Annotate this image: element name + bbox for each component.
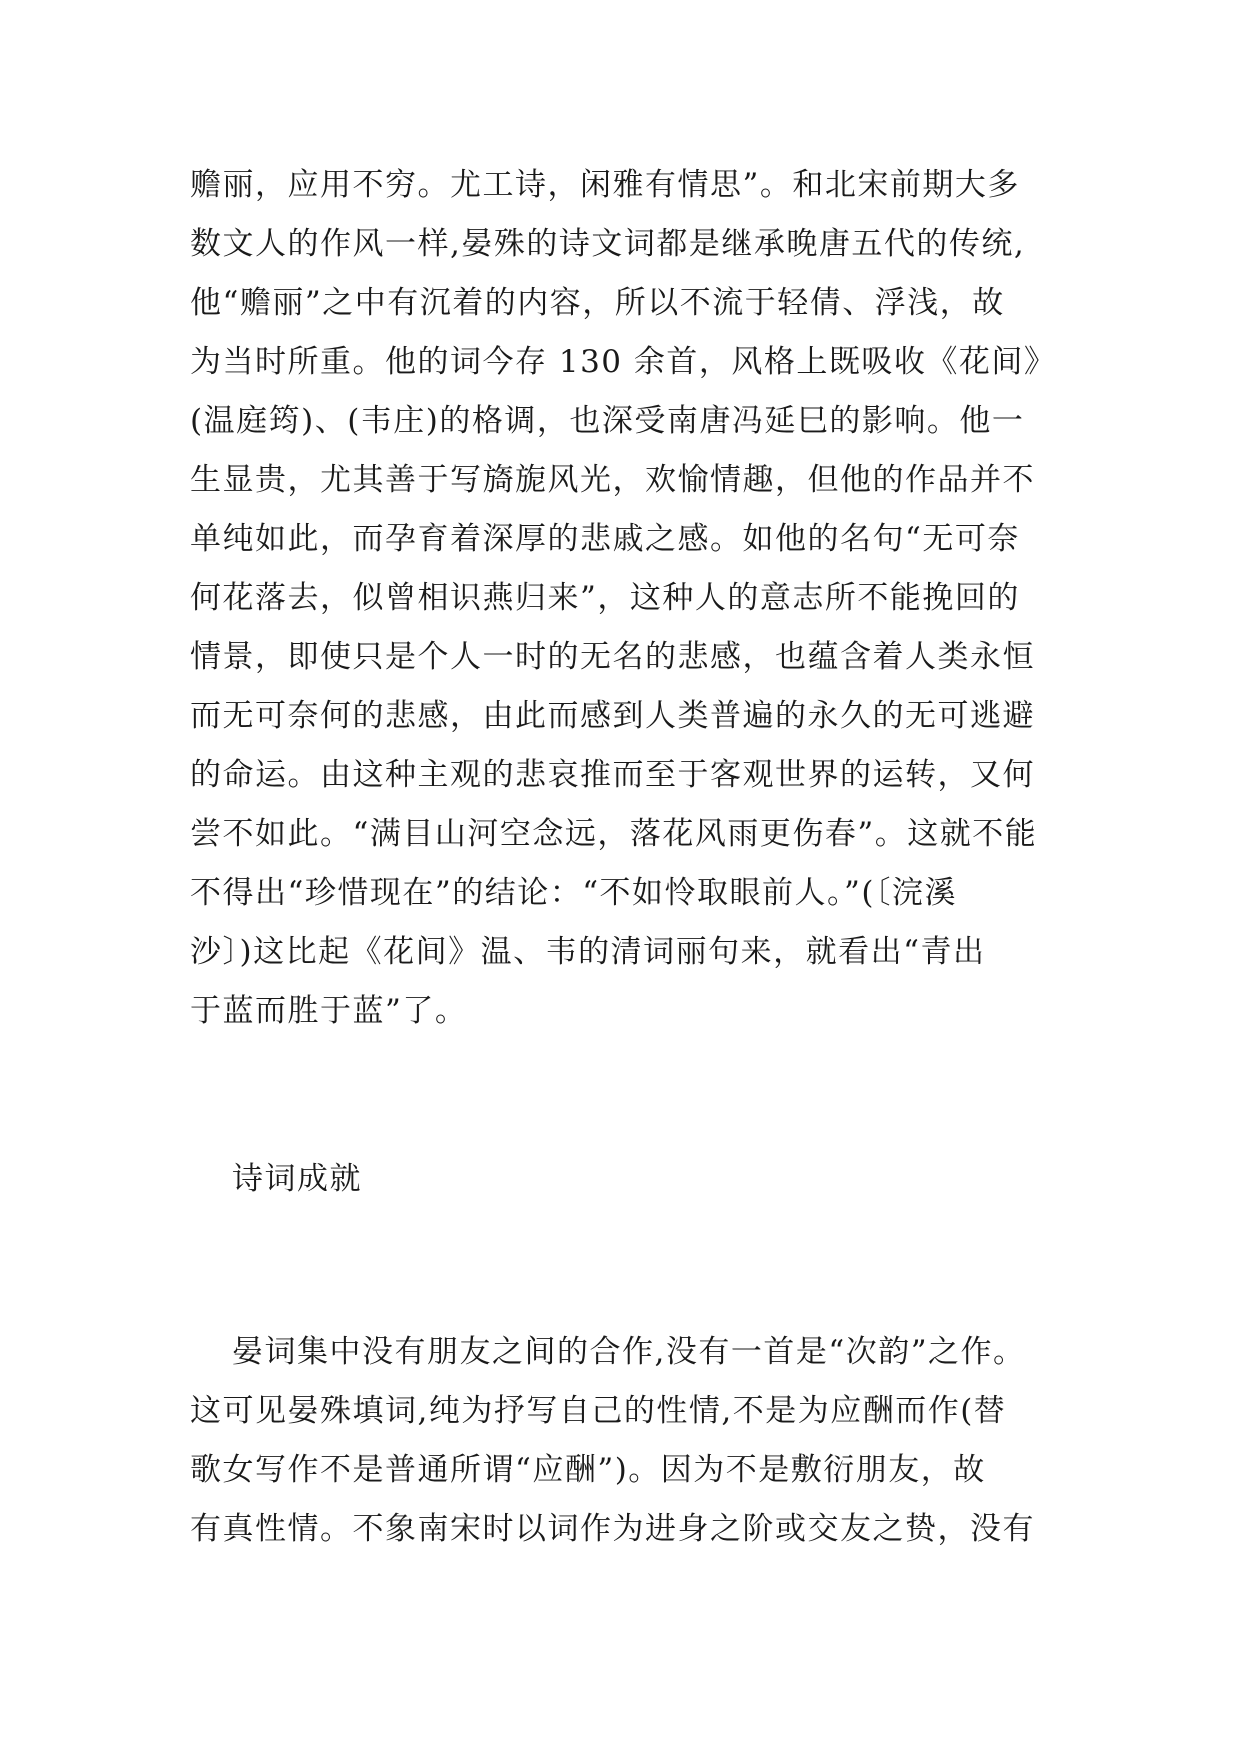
text-line: 不得出“珍惜现在”的结论：“不如怜取眼前人。”(〔浣溪 (190, 875, 957, 911)
text-line: 有真性情。不象南宋时以词作为进身之阶或交友之贽，没有 (190, 1511, 1035, 1547)
section-heading-block (190, 1150, 1150, 1209)
body-paragraph-2 (190, 1323, 1150, 1559)
text-line: 生显贵，尤其善于写旖旎风光，欢愉情趣，但他的作品并不 (190, 462, 1035, 498)
text-line: 尝不如此。“满目山河空念远，落花风雨更伤春”。这就不能 (190, 816, 1038, 852)
text-line: 情景，即使只是个人一时的无名的悲感，也蕴含着人类永恒 (190, 639, 1035, 675)
text-line: 何花落去，似曾相识燕归来”，这种人的意志所不能挽回的 (190, 580, 1020, 616)
text-line: 单纯如此，而孕育着深厚的悲戚之感。如他的名句“无可奈 (190, 521, 1020, 557)
text-line: 歌女写作不是普通所谓“应酬”)。因为不是敷衍朋友，故 (190, 1452, 986, 1488)
text-line: 晏词集中没有朋友之间的合作,没有一首是“次韵”之作。 (232, 1334, 1026, 1370)
text-line: 这可见晏殊填词,纯为抒写自己的性情,不是为应酬而作(替 (190, 1393, 1007, 1429)
text-line: 赡丽，应用不穷。尤工诗，闲雅有情思”。和北宋前期大多 (190, 167, 1020, 203)
text-line: 于蓝而胜于蓝”了。 (190, 993, 468, 1029)
section-heading: 诗词成就 (232, 1161, 362, 1197)
text-line: 他“赡丽”之中有沉着的内容，所以不流于轻倩、浮浅，故 (190, 285, 1005, 321)
text-line: 数文人的作风一样,晏殊的诗文词都是继承晚唐五代的传统, (190, 226, 1026, 262)
text-line: 的命运。由这种主观的悲哀推而至于客观世界的运转，又何 (190, 757, 1035, 793)
text-line: (温庭筠)、(韦庄)的格调，也深受南唐冯延巳的影响。他一 (190, 403, 1025, 439)
text-line: 沙〕)这比起《花间》温、韦的清词丽句来，就看出“青出 (190, 934, 986, 970)
text-line: 为当时所重。他的词今存 130 余首，风格上既吸收《花间》 (190, 344, 1057, 380)
body-paragraph-1 (190, 156, 1150, 1041)
text-line: 而无可奈何的悲感，由此而感到人类普遍的永久的无可逃避 (190, 698, 1035, 734)
